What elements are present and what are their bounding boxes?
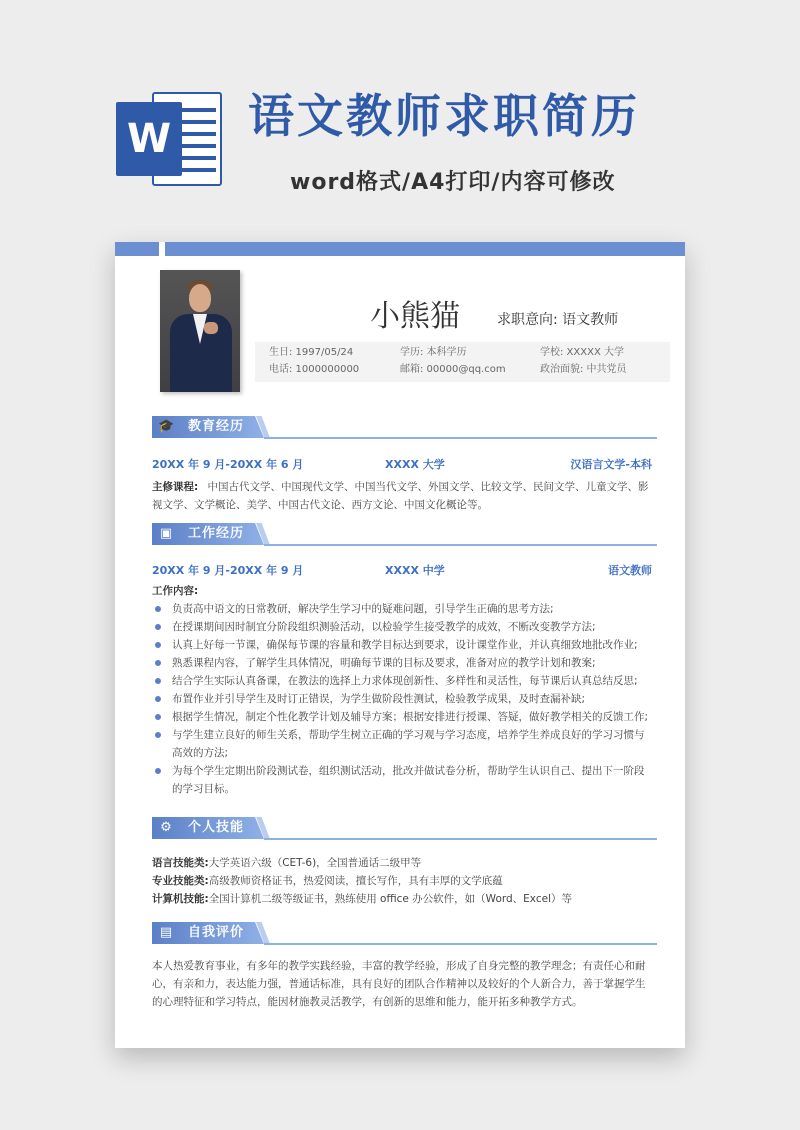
work-org: XXXX 中学 xyxy=(385,564,445,577)
graduation-cap-icon: 🎓 xyxy=(158,419,175,434)
candidate-name: 小熊猫 xyxy=(370,299,460,334)
courses-label: 主修课程: xyxy=(152,481,199,493)
section-title: 工作经历 xyxy=(188,526,245,541)
info-birth: 生日: 1997/05/24 xyxy=(269,347,354,358)
work-item: 为每个学生定期出阶段测试卷，组织测试活动，批改并做试卷分析，帮助学生认识自己、提出下一阶段 xyxy=(152,762,657,780)
top-bar-left xyxy=(115,242,159,256)
notebook-icon: ▤ xyxy=(159,925,173,940)
self-eval-line-3: 的心理特征和学习特点，能因材施教灵活教学，有创新的思维和能力，能开拓多种教学方式。 xyxy=(152,996,583,1008)
education-period: 20XX 年 9 月-20XX 年 6 月 xyxy=(152,458,304,471)
gear-icon: ⚙ xyxy=(160,820,172,835)
skill-language: 语言技能类:大学英语六级（CET-6)，全国普通话二级甲等 xyxy=(152,857,422,869)
section-work-header xyxy=(152,523,657,549)
info-politics: 政治面貌: 中共党员 xyxy=(540,364,627,375)
info-email: 邮箱: 00000@qq.com xyxy=(400,364,506,375)
work-content-label: 工作内容: xyxy=(152,585,199,597)
section-education-header xyxy=(152,416,657,442)
education-courses xyxy=(152,478,657,496)
work-item: 在授课期间因时制宜分阶段组织测验活动，以检验学生接受教学的成效，不断改变教学方法; xyxy=(152,618,657,636)
work-item: 负责高中语文的日常教研，解决学生学习中的疑难问题，引导学生正确的思考方法; xyxy=(152,600,657,618)
section-title: 个人技能 xyxy=(188,820,245,835)
courses-line-2: 视文学、文学概论、美学、中国古代文论、西方文论、中国文化概论等。 xyxy=(152,499,488,511)
work-item: 认真上好每一节课，确保每节课的容量和教学目标达到要求，设计课堂作业，并认真细致地批改作业; xyxy=(152,636,657,654)
work-item-cont: 的学习目标。 xyxy=(172,783,235,795)
work-item: 熟悉课程内容，了解学生具体情况，明确每节课的目标及要求，准备对应的教学计划和教案; xyxy=(152,654,657,672)
banner-subtitle: word格式/A4打印/内容可修改 xyxy=(290,170,616,195)
education-major: 汉语言文学-本科 xyxy=(570,458,652,471)
work-item: 根据学生情况，制定个性化教学计划及辅导方案；根据安排进行授课、答疑，做好教学相关的反馈工作; xyxy=(152,708,657,726)
info-education: 学历: 本科学历 xyxy=(400,347,467,358)
skill-professional: 专业技能类:高级教师资格证书，热爱阅读，擅长写作，具有丰厚的文学底蕴 xyxy=(152,875,503,887)
top-bar-right xyxy=(165,242,685,256)
section-self-header xyxy=(152,922,657,948)
courses-line-1: 中国古代文学、中国现代文学、中国当代文学、外国文学、比较文学、民间文学、儿童文学、影 xyxy=(207,481,649,493)
word-icon xyxy=(112,88,230,190)
education-school: XXXX 大学 xyxy=(385,458,445,471)
education-row xyxy=(152,457,652,473)
info-school: 学校: XXXXX 大学 xyxy=(540,347,624,358)
word-logo-letter: W xyxy=(116,102,182,176)
work-item: 与学生建立良好的师生关系，帮助学生树立正确的学习观与学习态度，培养学生养成良好的学习习惯与 xyxy=(152,726,657,744)
work-item: 布置作业并引导学生及时订正错误，为学生做阶段性测试，检验教学成果，及时查漏补缺; xyxy=(152,690,657,708)
section-skills-header xyxy=(152,817,657,843)
briefcase-icon: ▣ xyxy=(159,526,173,541)
skill-computer: 计算机技能:全国计算机二级等级证书，熟练使用 office 办公软件，如（Word、Excel）等 xyxy=(152,893,572,905)
section-title: 自我评价 xyxy=(188,925,245,940)
profile-photo xyxy=(160,270,240,392)
self-eval-line-2: 心，有亲和力，表达能力强，普通话标准，具有良好的团队合作精神以及较好的个人新合力，善于掌握学生 xyxy=(152,978,646,990)
banner xyxy=(0,0,800,235)
self-eval-line-1: 本人热爱教育事业，有多年的教学实践经验，丰富的教学经验，形成了自身完整的教学理念；有责任心和耐 xyxy=(152,960,646,972)
work-row xyxy=(152,563,652,579)
info-phone: 电话: 1000000000 xyxy=(269,364,360,375)
work-role: 语文教师 xyxy=(608,564,652,577)
work-item-cont: 高效的方法; xyxy=(172,747,229,759)
section-title: 教育经历 xyxy=(188,419,245,434)
work-period: 20XX 年 9 月-20XX 年 9 月 xyxy=(152,564,304,577)
job-intent: 求职意向: 语文教师 xyxy=(497,312,619,328)
banner-title: 语文教师求职简历 xyxy=(248,89,640,143)
work-item: 结合学生实际认真备课，在教法的选择上力求体现创新性、多样性和灵活性，每节课后认真总结反思; xyxy=(152,672,657,690)
resume-page xyxy=(115,242,685,1048)
